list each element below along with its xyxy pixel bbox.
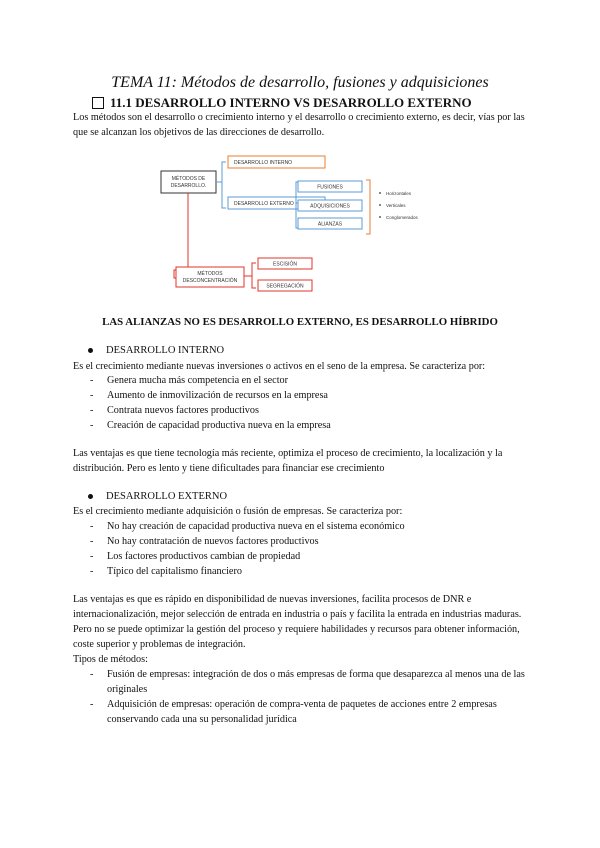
- diagram-type-dot: [379, 204, 381, 206]
- internal-list: [90, 373, 530, 433]
- diagram-deconcentration-connector: [174, 193, 190, 278]
- diagram-type-dot: [379, 192, 381, 194]
- diagram-root-box: [161, 171, 216, 193]
- internal-definition: [73, 359, 528, 374]
- list-item: - Aumento de inmovilización de recursos en la empresa: [90, 390, 328, 401]
- external-bullet-text: DESARROLLO EXTERNO: [106, 491, 228, 502]
- page-title: TEMA 11: Métodos de desarrollo, fusiones y adquisiciones: [111, 74, 489, 91]
- diagram-segregacion-label: SEGREGACIÓN: [266, 283, 304, 290]
- types-list: [90, 667, 530, 727]
- list-item: - No hay contratación de nuevos factores productivos: [90, 536, 319, 547]
- diagram-type-conglomerados: Conglomerados: [386, 215, 418, 220]
- bullet-dot-icon: [88, 494, 93, 499]
- bullet-dot-icon: [88, 348, 93, 353]
- list-item: - Creación de capacidad productiva nueva en la empresa: [90, 420, 331, 431]
- diagram-external-label: DESARROLLO EXTERNO: [234, 201, 294, 207]
- external-definition: [73, 504, 528, 519]
- diagram-type-dot: [379, 216, 381, 218]
- diagram-alianzas-label: ALIANZAS: [317, 221, 343, 228]
- list-item: - Fusión de empresas: integración de dos o más empresas de forma que desaparezca al menos una de las originales: [90, 669, 525, 695]
- diagram-internal-label: DESARROLLO INTERNO: [234, 160, 293, 166]
- types-label: Tipos de métodos:: [73, 654, 148, 665]
- internal-advantages-text: Las ventajas es que tiene tecnología más reciente, optimiza el proceso de crecimiento, la localización y la distribución. Pero es lento y tiene dificultades para financiar ese crecimiento: [73, 448, 503, 474]
- internal-definition-text: Es el crecimiento mediante nuevas inversiones o activos en el seno de la empresa. Se caracteriza por:: [73, 361, 486, 372]
- external-bullet: [88, 491, 227, 502]
- section-heading: [92, 95, 472, 111]
- alliances-note: LAS ALIANZAS NO ES DESARROLLO EXTERNO, ES DESARROLLO HÍBRIDO: [102, 316, 498, 328]
- diagram-root-label-1: MÉTODOS DE: [171, 176, 206, 182]
- list-item: - Contrata nuevos factores productivos: [90, 405, 259, 416]
- list-item: - Típico del capitalismo financiero: [90, 566, 242, 577]
- internal-advantages: [73, 446, 528, 476]
- diagram-deconcentration-label-2: DESCONCENTRACIÓN: [182, 278, 238, 284]
- diagram-type-verticales: Verticales: [386, 203, 406, 208]
- checkbox-icon[interactable]: [92, 97, 104, 109]
- diagram-types-bracket: [366, 180, 370, 234]
- diagram-root-bracket: [216, 162, 226, 208]
- diagram-type-horizontales: Horizontales: [386, 191, 412, 196]
- diagram-fusiones-label: FUSIONES: [317, 184, 343, 191]
- internal-bullet: [88, 345, 224, 356]
- intro-text: Los métodos son el desarrollo o crecimiento interno y el desarrollo o crecimiento externo, es decir, vías por las que se alcanzan los objetivos de las direcciones de desarrollo.: [73, 112, 525, 138]
- list-item: - No hay creación de capacidad productiva nueva en el sistema económico: [90, 521, 405, 532]
- list-item: - Los factores productivos cambian de propiedad: [90, 551, 301, 562]
- external-advantages: [73, 592, 528, 667]
- diagram-deconcentration-box: [176, 267, 244, 287]
- diagram-escision-label: ESCISIÓN: [273, 261, 297, 268]
- diagram-adquisiciones-label: ADQUISICIONES: [310, 203, 350, 210]
- internal-bullet-text: DESARROLLO INTERNO: [106, 345, 225, 356]
- list-item: - Adquisición de empresas: operación de compra-venta de paquetes de acciones entre 2 empresas conservando cada una su personalidad jurídica: [90, 699, 497, 725]
- diagram-deconcentration-bracket: [244, 263, 256, 288]
- diagram-root-label-2: DESARROLLO.: [170, 183, 207, 189]
- external-list: [90, 519, 530, 579]
- list-item: - Genera mucha más competencia en el sector: [90, 375, 289, 386]
- methods-diagram: [140, 150, 460, 300]
- section-heading-text: 11.1 DESARROLLO INTERNO VS DESARROLLO EXTERNO: [110, 95, 472, 110]
- intro-paragraph: [73, 110, 528, 140]
- external-advantages-text: Las ventajas es que es rápido en disponibilidad de nuevas inversiones, facilita procesos de DNR e internacionalización, mejor selección de entrada en industria o país y facilita la entrada en industrias maduras. Pero no se puede optimizar la gestión del proceso y requiere habilidades y recursos para obtener información, coste superior y problemas de integración.: [73, 594, 522, 650]
- diagram-deconcentration-label-1: MÉTODOS: [197, 271, 223, 277]
- external-definition-text: Es el crecimiento mediante adquisición o fusión de empresas. Se caracteriza por:: [73, 506, 403, 517]
